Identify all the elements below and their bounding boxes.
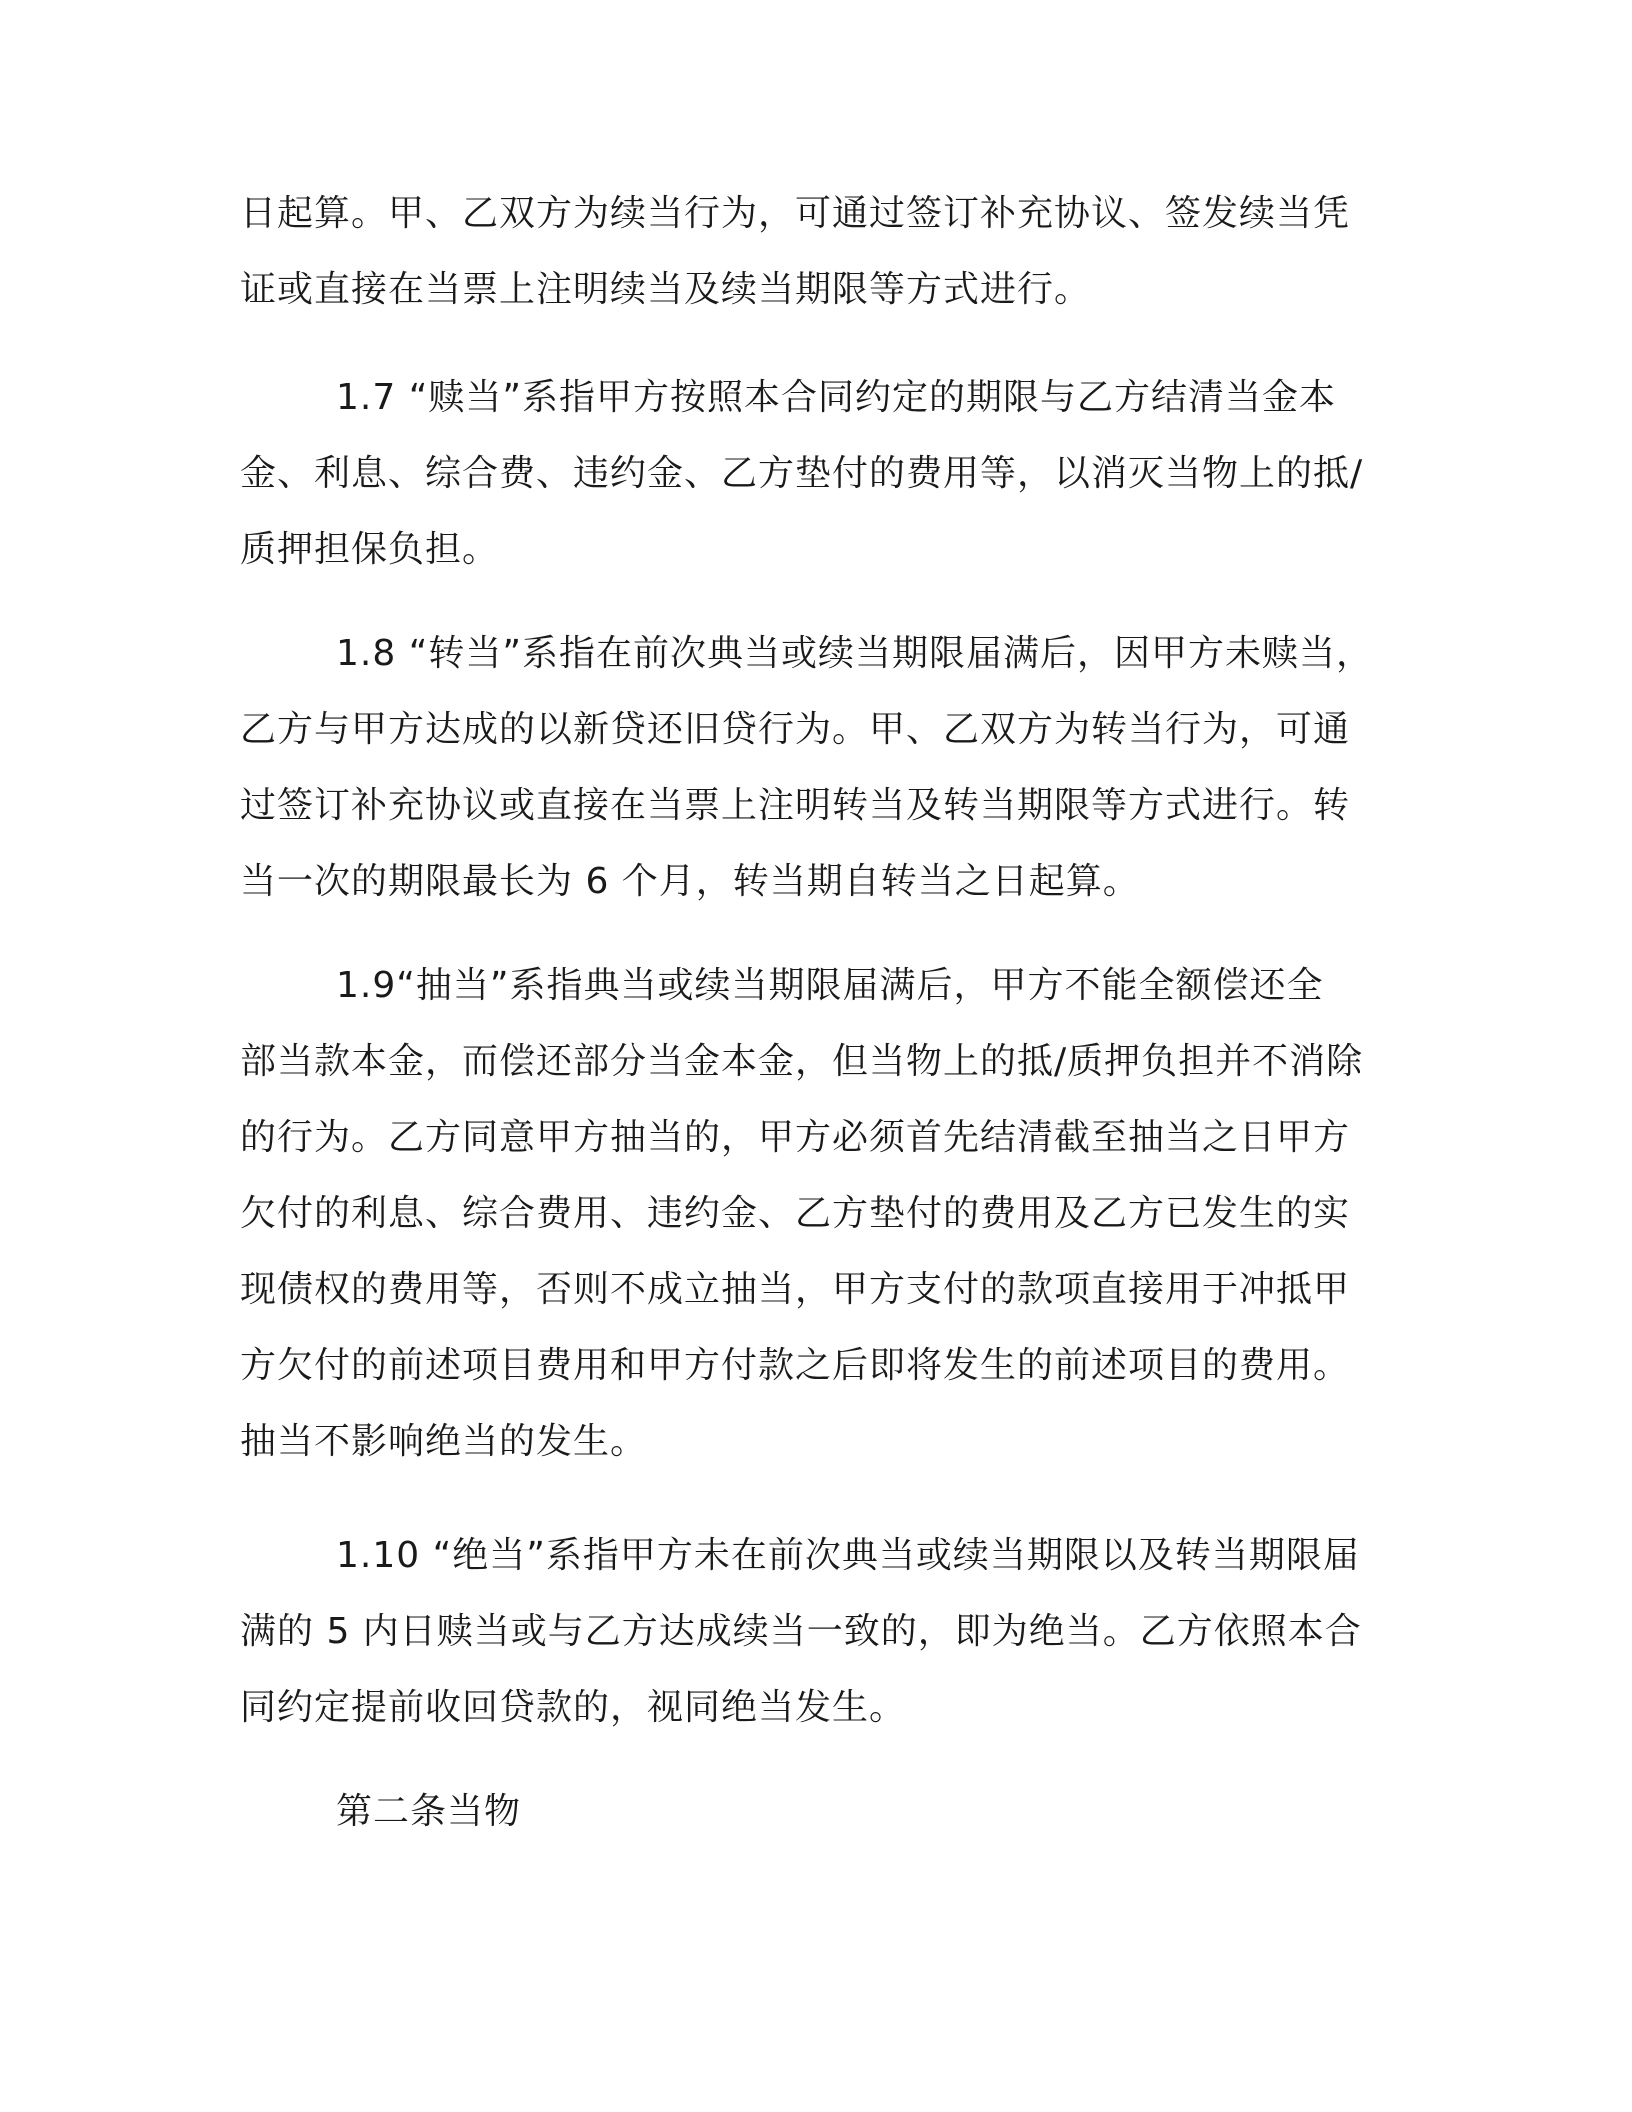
paragraph-1-10: [240, 1518, 1390, 1746]
text-line: 现债权的费用等，否则不成立抽当，甲方支付的款项直接用于冲抵甲: [240, 1269, 1351, 1310]
text-line: 质押担保负担。: [240, 529, 500, 570]
text-line: 过签订补充协议或直接在当票上注明转当及转当期限等方式进行。转: [240, 785, 1351, 826]
paragraph-1-8: [240, 616, 1390, 920]
text-line: 当一次的期限最长为 6 个月，转当期自转当之日起算。: [240, 861, 1140, 902]
text-line: 抽当不影响绝当的发生。: [240, 1421, 648, 1462]
paragraph-continuation: [240, 176, 1390, 328]
text-line: 证或直接在当票上注明续当及续当期限等方式进行。: [240, 269, 1092, 310]
text-line: 部当款本金，而偿还部分当金本金，但当物上的抵/质押负担并不消除: [240, 1041, 1364, 1082]
paragraph-1-7: [240, 360, 1390, 588]
text-line: 1.8 “转当”系指在前次典当或续当期限届满后，因甲方未赎当，: [336, 633, 1373, 674]
text-line: 欠付的利息、综合费用、违约金、乙方垫付的费用及乙方已发生的实: [240, 1193, 1351, 1234]
text-line: 的行为。乙方同意甲方抽当的，甲方必须首先结清截至抽当之日甲方: [240, 1117, 1351, 1158]
text-line: 1.9“抽当”系指典当或续当期限届满后，甲方不能全额偿还全: [336, 965, 1324, 1006]
section-heading: 第二条当物: [336, 1791, 522, 1832]
text-line: 金、利息、综合费、违约金、乙方垫付的费用等，以消灭当物上的抵/: [240, 453, 1364, 494]
text-line: 满的 5 内日赎当或与乙方达成续当一致的，即为绝当。乙方依照本合: [240, 1611, 1362, 1652]
text-line: 同约定提前收回贷款的，视同绝当发生。: [240, 1687, 907, 1728]
text-line: 乙方与甲方达成的以新贷还旧贷行为。甲、乙双方为转当行为，可通: [240, 709, 1351, 750]
paragraph-1-9: [240, 948, 1390, 1480]
text-line: 日起算。甲、乙双方为续当行为，可通过签订补充协议、签发续当凭: [240, 193, 1351, 234]
text-line: 方欠付的前述项目费用和甲方付款之后即将发生的前述项目的费用。: [240, 1345, 1351, 1386]
text-line: 1.10 “绝当”系指甲方未在前次典当或续当期限以及转当期限届: [336, 1535, 1360, 1576]
text-line: 1.7 “赎当”系指甲方按照本合同约定的期限与乙方结清当金本: [336, 377, 1336, 418]
